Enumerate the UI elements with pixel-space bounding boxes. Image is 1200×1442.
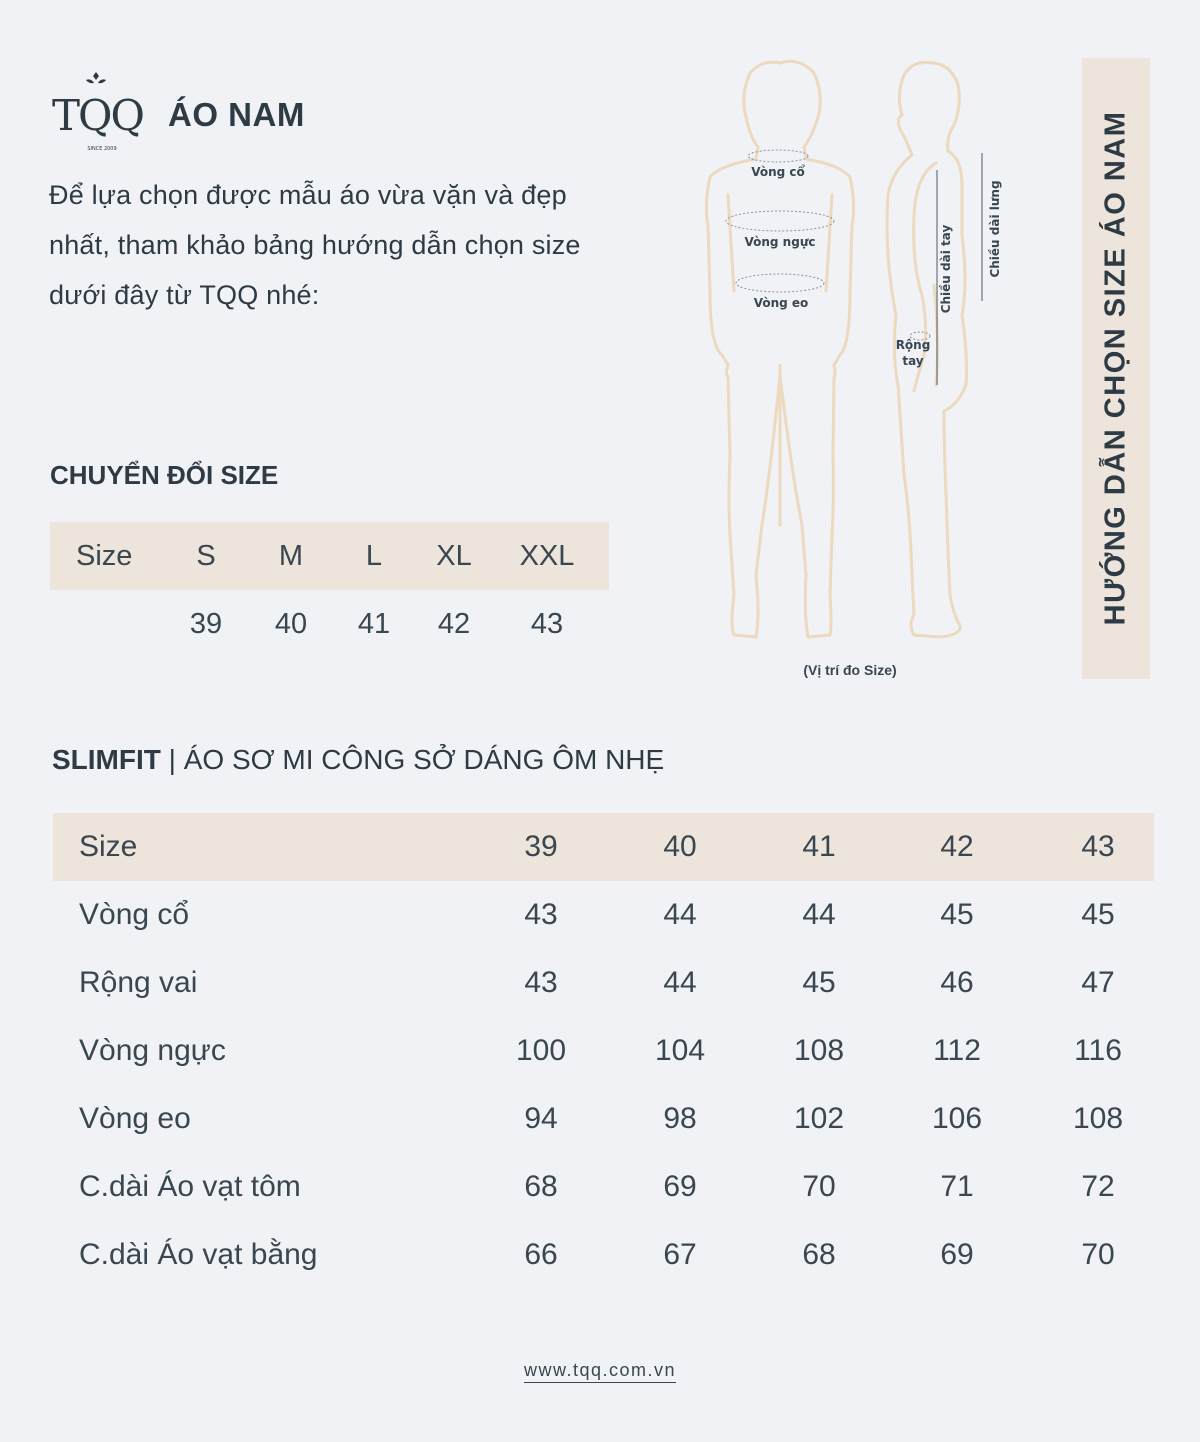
table-header-cell: 40: [663, 830, 697, 863]
label-chest: Vòng ngực: [744, 235, 816, 249]
conversion-number: 43: [530, 608, 564, 640]
table-row: [53, 1085, 1154, 1153]
conversion-label: Size: [76, 540, 133, 572]
table-cell: 106: [931, 1102, 983, 1135]
footer: [0, 1360, 1200, 1381]
table-cell: 69: [940, 1238, 974, 1271]
table-cell: 104: [654, 1034, 706, 1067]
row-label: Rộng vai: [79, 966, 198, 999]
label-waist: Vòng eo: [753, 296, 809, 310]
table-cell: 68: [802, 1238, 836, 1271]
intro-text: Để lựa chọn được mẫu áo vừa vặn và đẹp nhất, tham khảo bảng hướng dẫn chọn size dưới đây từ TQQ nhé:: [49, 180, 581, 310]
slimfit-heading-bold: SLIMFIT: [52, 744, 161, 775]
table-cell: 108: [793, 1034, 845, 1067]
table-cell: 45: [802, 966, 836, 999]
table-header-cell: 43: [1081, 830, 1115, 863]
conversion-number: 41: [357, 608, 391, 640]
slimfit-heading-rest: | ÁO SƠ MI CÔNG SỞ DÁNG ÔM NHẸ: [168, 744, 665, 775]
table-cell: 44: [663, 898, 697, 931]
table-cell: 70: [802, 1170, 836, 1203]
table-cell: 66: [524, 1238, 558, 1271]
logo-tagline: SINCE 2009: [87, 146, 117, 152]
table-cell: 102: [793, 1102, 845, 1135]
size-conversion-table: [50, 522, 609, 658]
row-label: C.dài Áo vạt bằng: [79, 1238, 318, 1271]
slimfit-heading: [52, 744, 664, 776]
label-sleeve-length: Chiều dài tay: [939, 224, 953, 314]
conversion-number: 40: [274, 608, 308, 640]
table-cell: 116: [1074, 1034, 1122, 1067]
conversion-heading: CHUYỂN ĐỔI SIZE: [50, 460, 279, 490]
measurement-figure: [700, 55, 1030, 655]
table-cell: 100: [515, 1034, 567, 1067]
logo-ornament-icon: [86, 72, 106, 83]
table-cell: 47: [1081, 966, 1115, 999]
table-header-label: Size: [79, 830, 138, 863]
logo-text: TQQ: [52, 91, 143, 140]
conversion-size: S: [196, 540, 216, 572]
figure-caption: (Vị trí đo Size): [803, 662, 897, 678]
table-header-row: [53, 813, 1154, 881]
table-cell: 43: [524, 966, 558, 999]
table-cell: 44: [663, 966, 697, 999]
table-header-cell: 39: [524, 830, 558, 863]
conversion-header-row: [50, 522, 609, 590]
table-cell: 68: [524, 1170, 558, 1203]
table-row: [53, 1221, 1154, 1289]
table-header-cell: 42: [940, 830, 974, 863]
table-row: [53, 1153, 1154, 1221]
waist-measure-line: [736, 274, 824, 292]
label-sleeve-width: tay: [902, 354, 924, 368]
page-title: ÁO NAM: [168, 96, 305, 133]
row-label: Vòng cổ: [79, 898, 190, 931]
conversion-size: M: [278, 540, 304, 572]
row-label: Vòng ngực: [79, 1034, 226, 1067]
brand-logo: [50, 70, 160, 160]
conversion-size: XL: [436, 540, 472, 572]
table-cell: 44: [802, 898, 836, 931]
row-label: Vòng eo: [79, 1102, 191, 1135]
table-cell: 70: [1081, 1238, 1115, 1271]
table-cell: 45: [1081, 898, 1115, 931]
banner-text: HƯỚNG DẪN CHỌN SIZE ÁO NAM: [1099, 110, 1132, 626]
table-row: [53, 881, 1154, 949]
table-cell: 69: [663, 1170, 697, 1203]
conversion-number: 42: [437, 608, 471, 640]
slimfit-size-table: [53, 813, 1154, 1289]
table-cell: 112: [933, 1034, 981, 1067]
table-cell: 72: [1081, 1170, 1115, 1203]
conversion-number: 39: [189, 608, 223, 640]
label-back-length: Chiều dài lưng: [988, 180, 1002, 278]
table-header-cell: 41: [802, 830, 836, 863]
front-figure-outline: [706, 61, 853, 637]
table-row: [53, 1017, 1154, 1085]
label-sleeve-width: Rộng: [895, 338, 931, 352]
conversion-size: XXL: [519, 540, 575, 572]
logo-mark: [50, 70, 160, 160]
table-cell: 43: [524, 898, 558, 931]
conversion-size: L: [365, 540, 383, 572]
table-cell: 108: [1072, 1102, 1124, 1135]
row-label: C.dài Áo vạt tôm: [79, 1170, 301, 1203]
table-row: [53, 949, 1154, 1017]
chest-measure-line: [726, 211, 834, 231]
side-banner: [1082, 58, 1150, 679]
website-link[interactable]: www.tqq.com.vn: [524, 1360, 676, 1383]
body-outline: [700, 55, 1030, 655]
table-cell: 94: [524, 1102, 558, 1135]
table-cell: 45: [940, 898, 974, 931]
table-cell: 67: [663, 1238, 697, 1271]
table-cell: 98: [663, 1102, 697, 1135]
table-cell: 46: [940, 966, 974, 999]
conversion-number-row: [50, 590, 609, 658]
table-cell: 71: [940, 1170, 974, 1203]
label-neck: Vòng cổ: [751, 165, 805, 179]
